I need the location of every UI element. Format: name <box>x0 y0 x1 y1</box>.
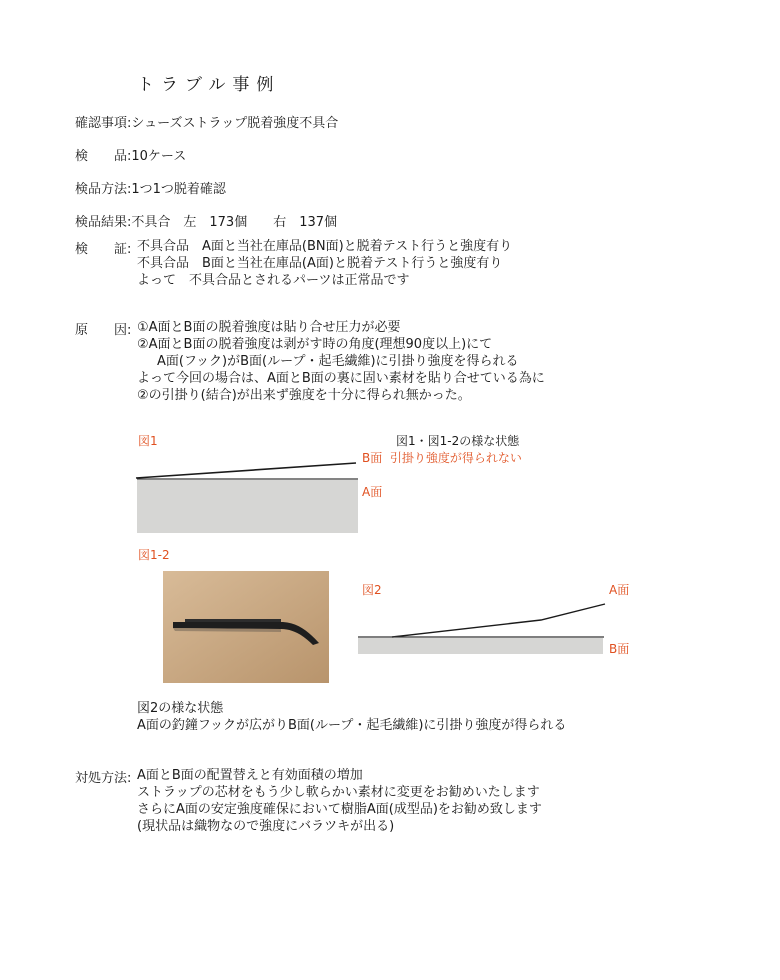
cause-line: A面(フック)がB面(ループ・起毛繊維)に引掛り強度を得られる <box>157 354 519 369</box>
fig2-caption-line: A面の釣鐘フックが広がりB面(ループ・起毛繊維)に引掛り強度が得られる <box>137 718 567 733</box>
confirm-label: 確認事項: <box>75 116 132 131</box>
verification-line: よって 不具合品とされるパーツは正常品です <box>137 273 410 288</box>
fig1-caption: 図1・図1-2の様な状態 <box>396 434 520 448</box>
result-value: 不具合 左 173個 右 137個 <box>131 215 338 230</box>
verification-line: 不具合品 A面と当社在庫品(BN面)と脱着テスト行うと強度有り <box>137 239 513 254</box>
fig2-caption-line: 図2の様な状態 <box>137 701 224 716</box>
fig1-a-label: A面 <box>362 485 383 499</box>
countermeasure-line: A面とB面の配置替えと有効面積の増加 <box>137 768 363 783</box>
cause-line: ②の引掛り(結合)が出来ず強度を十分に得られ無かった。 <box>137 388 471 403</box>
fig1-label: 図1 <box>138 434 158 448</box>
verification-label: 検 証: <box>75 242 132 257</box>
fig12-photo <box>163 571 329 683</box>
cause-line: ②A面とB面の脱着強度は剥がす時の角度(理想90度以上)にて <box>137 337 493 352</box>
countermeasure-line: さらにA面の安定強度確保において樹脂A面(成型品)をお勧め致します <box>137 802 542 817</box>
countermeasure-line: ストラップの芯材をもう少し軟らかい素材に変更をお勧めいたします <box>137 785 540 800</box>
page-title: トラブル事例 <box>137 75 281 95</box>
fig2-a-label: A面 <box>609 583 630 597</box>
confirm-value: シューズストラップ脱着強度不具合 <box>131 116 339 131</box>
result-label: 検品結果: <box>75 215 132 230</box>
cause-label: 原 因: <box>75 323 132 338</box>
inspected-row <box>75 145 186 164</box>
fig1-b-strap-line <box>130 455 370 485</box>
inspected-value: 10ケース <box>131 149 187 164</box>
fig2-a-strap-line <box>356 598 610 640</box>
cause-line: よって今回の場合は、A面とB面の裏に固い素材を貼り合せている為に <box>137 371 545 386</box>
cause-block <box>137 319 545 404</box>
fig2-b-label: B面 <box>609 642 630 656</box>
countermeasure-block <box>137 767 542 835</box>
fig2-caption <box>137 700 566 734</box>
verification-block <box>137 238 512 289</box>
method-row <box>75 178 226 197</box>
fig2-b-surface <box>358 638 603 654</box>
fig1-b-note: 引掛り強度が得られない <box>389 451 522 465</box>
method-value: 1つ1つ脱着確認 <box>131 182 226 197</box>
fig1-b-label: B面 <box>362 451 383 465</box>
fig1-a-surface <box>137 478 358 533</box>
countermeasure-label: 対処方法: <box>75 771 132 786</box>
inspected-label: 検 品: <box>75 149 132 164</box>
fig1-b-row <box>362 449 522 466</box>
result-row <box>75 211 337 230</box>
fig12-label: 図1-2 <box>138 548 170 562</box>
strap-photo-icon <box>163 571 329 683</box>
method-label: 検品方法: <box>75 182 132 197</box>
verification-line: 不具合品 B面と当社在庫品(A面)と脱着テスト行うと強度有り <box>137 256 503 271</box>
fig2-label: 図2 <box>362 583 382 597</box>
confirm-row <box>75 112 338 131</box>
cause-line: ①A面とB面の脱着強度は貼り合せ圧力が必要 <box>137 320 401 335</box>
countermeasure-line: (現状品は織物なので強度にバラツキが出る) <box>137 819 395 834</box>
